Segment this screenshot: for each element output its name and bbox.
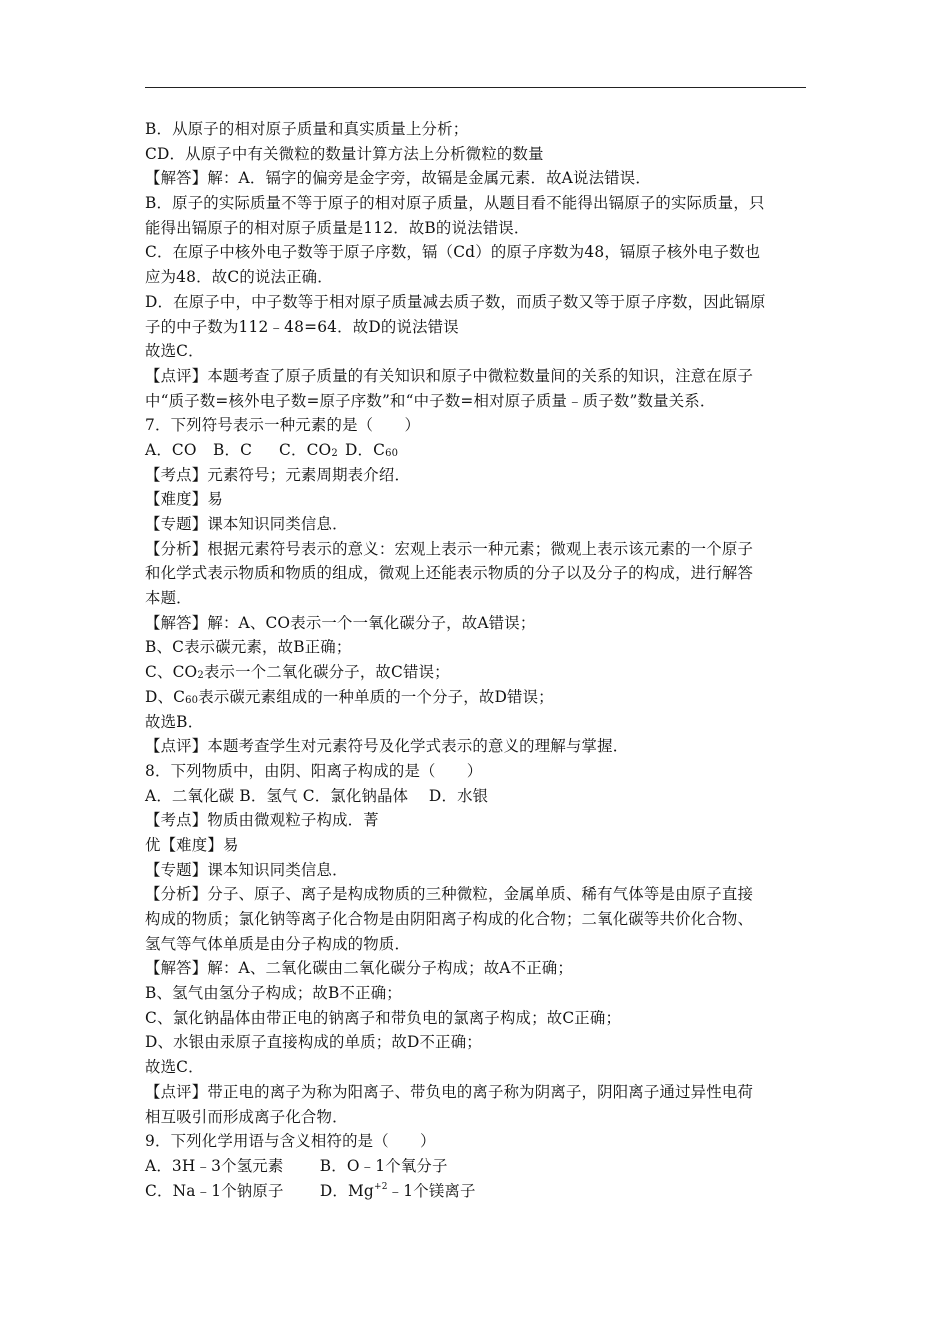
text-line: 【解答】解：A、CO表示一个一氧化碳分子，故A错误；: [145, 613, 536, 632]
text-line: 【考点】元素符号；元素周期表介绍．: [145, 465, 411, 484]
option-d: D．$C_{60}$: [345, 440, 399, 459]
text-line: 【解答】解：A．镉字的偏旁是金字旁，故镉是金属元素．故A说法错误．: [145, 169, 651, 188]
text-line: 中“质子数=核外电子数=原子序数”和“中子数=相对原子质量﹣质子数”数量关系．: [145, 391, 716, 410]
text-line: B．从原子的相对原子质量和真实质量上分析；: [145, 120, 469, 138]
text-line: B、氢气由氢分子构成；故B不正确；: [145, 984, 402, 1003]
header-rule: [145, 87, 806, 88]
text-line: 【分析】根据元素符号表示的意义：宏观上表示一种元素；微观上表示该元素的一个原子: [145, 539, 754, 558]
text-line: 子的中子数为112﹣48=64．故D的说法错误: [145, 317, 459, 336]
question-9-title: 9．下列化学用语与含义相符的是（ ）: [145, 1132, 436, 1151]
text-line: 相互吸引而形成离子化合物．: [145, 1107, 348, 1126]
document-body: [145, 117, 807, 1203]
question-9-options-cd: C．Na﹣1个钠原子 D．$Mg^{+2}﹣1$个镁离子: [145, 1181, 476, 1200]
question-8-options: A．二氧化碳 B．氢气 C．氯化钠晶体 D．水银: [145, 786, 489, 805]
question-7-title: 7．下列符号表示一种元素的是（ ）: [145, 416, 421, 435]
option-b: B．C: [213, 440, 253, 459]
text-line: 优【难度】易: [145, 835, 239, 854]
text-line: 【点评】带正电的离子为称为阳离子、带负电的离子称为阴离子，阴阳离子通过异性电荷: [145, 1082, 754, 1101]
text-line: 【难度】易: [145, 490, 223, 509]
question-7-options: [145, 438, 807, 463]
text-line: D、水银由汞原子直接构成的单质；故D不正确；: [145, 1033, 482, 1052]
question-9-options-ab: A．3H﹣3个氢元素 B．O﹣1个氧分子: [145, 1156, 448, 1175]
text-line: 【考点】物质由微观粒子构成．菁: [145, 811, 379, 830]
text-line: 【专题】课本知识同类信息．: [145, 860, 348, 879]
text-line: 能得出镉原子的相对原子质量是112．故B的说法错误．: [145, 218, 530, 237]
answer-d-line: D、$C_{60}$表示碳元素组成的一种单质的一个分子，故D错误；: [145, 687, 554, 706]
text-line: 【解答】解：A、二氧化碳由二氧化碳分子构成；故A不正确；: [145, 959, 573, 978]
text-line: B、C表示碳元素，故B正确；: [145, 638, 352, 657]
text-line: 故选C．: [145, 342, 204, 361]
text-line: C、氯化钠晶体由带正电的钠离子和带负电的氯离子构成；故C正确；: [145, 1008, 622, 1027]
answer-c-line: C、$CO_2$表示一个二氧化碳分子，故C错误；: [145, 663, 450, 682]
text-line: 应为48．故C的说法正确．: [145, 268, 333, 287]
text-line: D．在原子中，中子数等于相对原子质量减去质子数，而质子数又等于原子序数，因此镉原: [145, 292, 766, 311]
text-line: 氢气等气体单质是由分子构成的物质．: [145, 934, 411, 953]
text-line: C．在原子中核外电子数等于原子序数，镉（Cd）的原子序数为48，镉原子核外电子数也: [145, 243, 761, 262]
text-line: B．原子的实际质量不等于原子的相对原子质量，从题目看不能得出镉原子的实际质量，只: [145, 194, 765, 213]
text-line: 【分析】分子、原子、离子是构成物质的三种微粒，金属单质、稀有气体等是由原子直接: [145, 885, 754, 904]
text-line: 故选B．: [145, 712, 204, 731]
text-line: 【点评】本题考查了原子质量的有关知识和原子中微粒数量间的关系的知识，注意在原子: [145, 366, 754, 385]
text-line: 和化学式表示物质和物质的组成，微观上还能表示物质的分子以及分子的构成，进行解答: [145, 564, 754, 583]
option-a: A．CO: [145, 440, 197, 459]
text-line: 本题．: [145, 589, 192, 608]
question-8-title: 8．下列物质中，由阴、阳离子构成的是（ ）: [145, 761, 483, 780]
text-line: 【点评】本题考查学生对元素符号及化学式表示的意义的理解与掌握．: [145, 737, 629, 756]
text-line: 故选C．: [145, 1058, 204, 1077]
text-line: 【专题】课本知识同类信息．: [145, 515, 348, 533]
option-c: C．$CO_2$: [279, 440, 338, 459]
text-line: CD．从原子中有关微粒的数量计算方法上分析微粒的数量: [145, 144, 544, 163]
text-line: 构成的物质；氯化钠等离子化合物是由阴阳离子构成的化合物；二氧化碳等共价化合物、: [145, 910, 754, 928]
